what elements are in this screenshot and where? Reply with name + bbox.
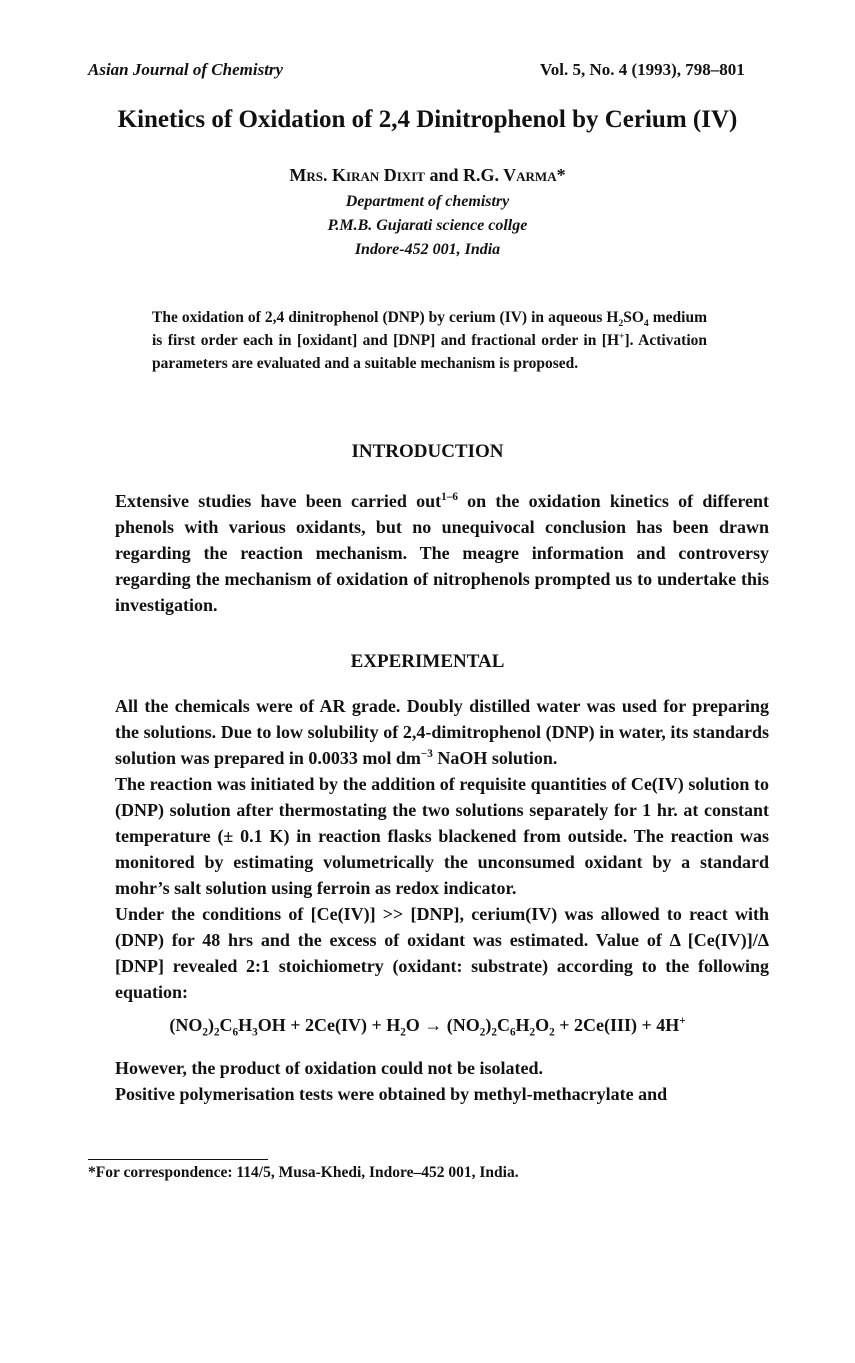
affiliation-city: Indore-452 001, India bbox=[354, 241, 501, 258]
experimental-paragraph-5: Positive polymerisation tests were obtained by methyl-methacrylate and bbox=[115, 1084, 668, 1104]
experimental-paragraph-4: However, the product of oxidation could not be isolated. bbox=[115, 1058, 544, 1078]
affiliation-college: P.M.B. Gujarati science collge bbox=[327, 217, 528, 234]
paper-title: Kinetics of Oxidation of 2,4 Dinitrophenol by Cerium (IV) bbox=[117, 106, 738, 133]
heading-introduction: INTRODUCTION bbox=[351, 441, 504, 462]
author-1: Mrs. Kiran Dixit bbox=[289, 165, 425, 185]
correspondence-footnote: *For correspondence: 114/5, Musa-Khedi, Indore–452 001, India. bbox=[88, 1164, 519, 1181]
author-line bbox=[0, 165, 855, 186]
volume-info: Vol. 5, No. 4 (1993), 798–801 bbox=[540, 60, 745, 79]
experimental-paragraph-2: The reaction was initiated by the addition of requisite quantities of Ce(IV) solution to (DNP) solution after thermostating the two solutions separately for 1 hr. at constant temperature (± 0.1 K) in reaction flasks blackened from outside. The reaction was monitored by estimating volumetrically the unconsumed oxidant by a standard mohr’s salt solution using ferroin as redox indicator. bbox=[115, 774, 769, 898]
author-connector: and bbox=[429, 165, 459, 185]
experimental-paragraph-3: Under the conditions of [Ce(IV)] >> [DNP], cerium(IV) was allowed to react with (DNP) for 48 hrs and the excess of oxidant was estimated. Value of Δ [Ce(IV)]/Δ [DNP] revealed 2:1 stoichiometry (oxidant: substrate) according to the following equation: bbox=[115, 904, 769, 1002]
heading-experimental: EXPERIMENTAL bbox=[350, 651, 505, 672]
author-2: R.G. Varma* bbox=[462, 165, 566, 185]
journal-name: Asian Journal of Chemistry bbox=[88, 60, 284, 79]
intro-paragraph: Extensive studies have been carried out$^{1-6}$ on the oxidation kinetics of different phenols with various oxidants, but no unequivocal conclusion has been drawn regarding the reaction mechanism. The meagre information and controversy regarding the mechanism of oxidation of nitrophenols prompted us to undertake this investigation. bbox=[115, 491, 769, 615]
experimental-paragraph-1: All the chemicals were of AR grade. Doubly distilled water was used for preparing the solutions. Due to low solubility of 2,4-dimitrophenol (DNP) in water, its standards solution was prepared in 0.0033 mol $dm^{-3}$ NaOH solution. bbox=[115, 696, 769, 768]
abstract: The oxidation of 2,4 dinitrophenol (DNP) by cerium (IV) in aqueous $H_2SO_4$ medium is first order each in [oxidant] and [DNP] and fractional order in [H+]. Activation parameters are evaluated and a suitable mechanism is proposed. bbox=[152, 309, 708, 372]
affiliation-department: Department of chemistry bbox=[345, 193, 510, 210]
stoichiometry-equation: $(NO_2)_2C_6H_3OH + 2Ce(IV) + H_2O \to (NO_2)_2C_6H_2O_2 + 2Ce(III) + 4H^+$ bbox=[169, 1015, 686, 1039]
footnote-divider bbox=[88, 1159, 268, 1160]
